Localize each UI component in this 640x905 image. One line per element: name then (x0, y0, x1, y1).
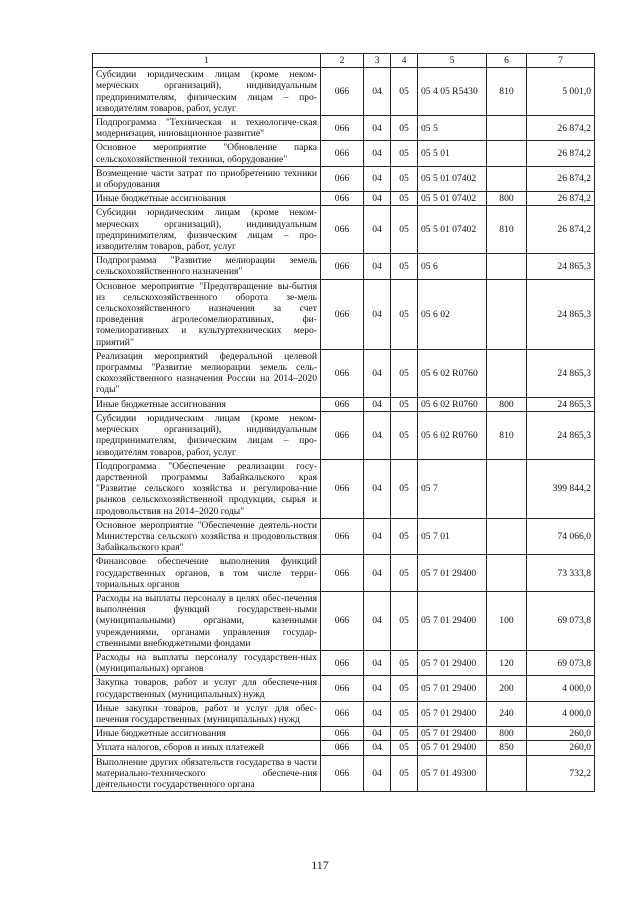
row-admin-code-cell: 066 (321, 166, 364, 191)
row-expense-type-cell (487, 116, 527, 141)
row-amount-cell: 69 073,8 (527, 650, 595, 675)
column-header: 7 (527, 54, 595, 68)
table-row (93, 192, 595, 206)
row-admin-code-cell: 066 (321, 555, 364, 592)
row-name-cell: Иные бюджетные ассигнования (93, 192, 321, 206)
row-target-article-cell: 05 4 05 R5430 (418, 68, 487, 116)
row-section-cell: 04 (364, 141, 391, 166)
row-name-cell: Реализация мероприятий федеральной целевой программы "Развитие мелиорации земель сель-скохозяйственного назначения России на 2014–2020 годы" (93, 349, 321, 397)
row-section-cell: 04 (364, 727, 391, 741)
table-row (93, 701, 595, 726)
row-section-cell: 04 (364, 397, 391, 411)
row-target-article-cell: 05 7 01 29400 (418, 555, 487, 592)
row-section-cell: 04 (364, 411, 391, 459)
row-target-article-cell: 05 7 01 29400 (418, 727, 487, 741)
table-row (93, 755, 595, 792)
row-expense-type-cell: 810 (487, 206, 527, 254)
row-section-cell: 04 (364, 349, 391, 397)
row-expense-type-cell (487, 755, 527, 792)
row-name-cell: Иные закупки товаров, работ и услуг для обес-печения государственных (муниципальных) нужд (93, 701, 321, 726)
row-subsection-cell: 05 (391, 279, 418, 349)
row-admin-code-cell: 066 (321, 755, 364, 792)
row-name-cell: Основное мероприятие "Обновление парка сельскохозяйственной техники, оборудование" (93, 141, 321, 166)
row-amount-cell: 399 844,2 (527, 459, 595, 518)
row-target-article-cell: 05 7 01 29400 (418, 591, 487, 650)
row-amount-cell: 26 874,2 (527, 166, 595, 191)
row-section-cell: 04 (364, 518, 391, 555)
row-name-cell: Расходы на выплаты персоналу государствен-ных (муниципальных) органов (93, 650, 321, 675)
row-target-article-cell: 05 5 (418, 116, 487, 141)
row-expense-type-cell (487, 254, 527, 279)
row-admin-code-cell: 066 (321, 591, 364, 650)
row-name-cell: Выполнение других обязательств государства в части материально-технического обеспече-ния деятельности государственного органа (93, 755, 321, 792)
row-expense-type-cell: 100 (487, 591, 527, 650)
row-target-article-cell: 05 7 01 29400 (418, 650, 487, 675)
row-name-cell: Субсидии юридическим лицам (кроме неком-мерческих организаций), индивидуальным предпринимателям, физическим лицам – про-изводителям товаров, работ, услуг (93, 411, 321, 459)
row-target-article-cell: 05 7 01 (418, 518, 487, 555)
row-amount-cell: 732,2 (527, 755, 595, 792)
table-row (93, 397, 595, 411)
row-amount-cell: 24 865,3 (527, 411, 595, 459)
row-admin-code-cell: 066 (321, 701, 364, 726)
row-admin-code-cell: 066 (321, 741, 364, 755)
row-section-cell: 04 (364, 279, 391, 349)
table-row (93, 349, 595, 397)
row-section-cell: 04 (364, 755, 391, 792)
row-name-cell: Субсидии юридическим лицам (кроме неком-мерческих организаций), индивидуальным предпринимателям, физическим лицам – про-изводителям товаров, работ, услуг (93, 206, 321, 254)
row-subsection-cell: 05 (391, 141, 418, 166)
row-subsection-cell: 05 (391, 68, 418, 116)
row-section-cell: 04 (364, 206, 391, 254)
table-row (93, 650, 595, 675)
row-target-article-cell: 05 7 01 49300 (418, 755, 487, 792)
row-admin-code-cell: 066 (321, 279, 364, 349)
row-amount-cell: 26 874,2 (527, 192, 595, 206)
row-admin-code-cell: 066 (321, 206, 364, 254)
row-subsection-cell: 05 (391, 518, 418, 555)
table-row (93, 279, 595, 349)
row-section-cell: 04 (364, 116, 391, 141)
row-name-cell: Финансовое обеспечение выполнения функций государственных органов, в том числе терри-ториальных органов (93, 555, 321, 592)
row-name-cell: Уплата налогов, сборов и иных платежей (93, 741, 321, 755)
row-amount-cell: 73 333,8 (527, 555, 595, 592)
row-name-cell: Возмещение части затрат по приобретению техники и оборудования (93, 166, 321, 191)
row-target-article-cell: 05 6 02 R0760 (418, 397, 487, 411)
row-expense-type-cell: 850 (487, 741, 527, 755)
row-name-cell: Субсидии юридическим лицам (кроме неком-мерческих организаций), индивидуальным предпринимателям, физическим лицам – про-изводителям товаров, работ, услуг (93, 68, 321, 116)
row-amount-cell: 4 000,0 (527, 676, 595, 701)
row-target-article-cell: 05 6 02 R0760 (418, 411, 487, 459)
row-target-article-cell: 05 5 01 07402 (418, 206, 487, 254)
row-admin-code-cell: 066 (321, 141, 364, 166)
row-section-cell: 04 (364, 254, 391, 279)
row-name-cell: Иные бюджетные ассигнования (93, 397, 321, 411)
row-subsection-cell: 05 (391, 206, 418, 254)
row-subsection-cell: 05 (391, 650, 418, 675)
table-row (93, 166, 595, 191)
row-expense-type-cell (487, 459, 527, 518)
column-header: 4 (391, 54, 418, 68)
row-name-cell: Подпрограмма "Развитие мелиорации земель сельскохозяйственного назначения" (93, 254, 321, 279)
row-name-cell: Подпрограмма "Техническая и технологиче-ская модернизация, инновационное развитие" (93, 116, 321, 141)
column-header: 2 (321, 54, 364, 68)
row-target-article-cell: 05 5 01 (418, 141, 487, 166)
table-row (93, 411, 595, 459)
table-row (93, 727, 595, 741)
row-amount-cell: 260,0 (527, 741, 595, 755)
row-amount-cell: 26 874,2 (527, 116, 595, 141)
row-expense-type-cell (487, 518, 527, 555)
row-expense-type-cell (487, 279, 527, 349)
row-section-cell: 04 (364, 459, 391, 518)
row-admin-code-cell: 066 (321, 68, 364, 116)
row-target-article-cell: 05 7 (418, 459, 487, 518)
table-row (93, 676, 595, 701)
row-amount-cell: 4 000,0 (527, 701, 595, 726)
row-admin-code-cell: 066 (321, 116, 364, 141)
table-row (93, 591, 595, 650)
row-subsection-cell: 05 (391, 459, 418, 518)
row-section-cell: 04 (364, 555, 391, 592)
row-expense-type-cell: 800 (487, 192, 527, 206)
row-expense-type-cell (487, 349, 527, 397)
row-admin-code-cell: 066 (321, 459, 364, 518)
row-name-cell: Подпрограмма "Обеспечение реализации госу-дарственной программы Забайкальского края "Развитие сельского хозяйства и регулирова-ние рынков сельскохозяйственной продукции, сырья и продовольствия на 2014–2020 годы" (93, 459, 321, 518)
row-amount-cell: 260,0 (527, 727, 595, 741)
row-admin-code-cell: 066 (321, 518, 364, 555)
table-row (93, 459, 595, 518)
row-amount-cell: 74 066,0 (527, 518, 595, 555)
row-section-cell: 04 (364, 192, 391, 206)
row-amount-cell: 24 865,3 (527, 397, 595, 411)
row-subsection-cell: 05 (391, 727, 418, 741)
table-row (93, 206, 595, 254)
row-amount-cell: 26 874,2 (527, 206, 595, 254)
row-admin-code-cell: 066 (321, 254, 364, 279)
row-admin-code-cell: 066 (321, 411, 364, 459)
row-amount-cell: 24 865,3 (527, 349, 595, 397)
row-amount-cell: 5 001,0 (527, 68, 595, 116)
table-row (93, 116, 595, 141)
row-target-article-cell: 05 5 01 07402 (418, 192, 487, 206)
row-section-cell: 04 (364, 591, 391, 650)
row-target-article-cell: 05 5 01 07402 (418, 166, 487, 191)
budget-table (92, 53, 595, 792)
row-section-cell: 04 (364, 701, 391, 726)
row-target-article-cell: 05 7 01 29400 (418, 701, 487, 726)
row-subsection-cell: 05 (391, 192, 418, 206)
row-amount-cell: 24 865,3 (527, 254, 595, 279)
row-amount-cell: 26 874,2 (527, 141, 595, 166)
row-subsection-cell: 05 (391, 397, 418, 411)
row-amount-cell: 69 073,8 (527, 591, 595, 650)
row-admin-code-cell: 066 (321, 397, 364, 411)
row-admin-code-cell: 066 (321, 676, 364, 701)
row-subsection-cell: 05 (391, 741, 418, 755)
row-target-article-cell: 05 6 (418, 254, 487, 279)
row-expense-type-cell: 120 (487, 650, 527, 675)
table-row (93, 741, 595, 755)
row-target-article-cell: 05 6 02 R0760 (418, 349, 487, 397)
row-name-cell: Иные бюджетные ассигнования (93, 727, 321, 741)
row-subsection-cell: 05 (391, 591, 418, 650)
row-subsection-cell: 05 (391, 555, 418, 592)
row-admin-code-cell: 066 (321, 727, 364, 741)
row-section-cell: 04 (364, 676, 391, 701)
column-header: 3 (364, 54, 391, 68)
row-subsection-cell: 05 (391, 116, 418, 141)
row-expense-type-cell: 800 (487, 397, 527, 411)
row-subsection-cell: 05 (391, 755, 418, 792)
table-body (93, 68, 595, 792)
row-name-cell: Расходы на выплаты персоналу в целях обес-печения выполнения функций государствен-ными (муниципальными) органами, казенными учреждениями, органами управления государ-ственными внебюджетными фондами (93, 591, 321, 650)
row-section-cell: 04 (364, 68, 391, 116)
row-subsection-cell: 05 (391, 166, 418, 191)
row-subsection-cell: 05 (391, 411, 418, 459)
row-expense-type-cell (487, 141, 527, 166)
row-admin-code-cell: 066 (321, 349, 364, 397)
row-section-cell: 04 (364, 741, 391, 755)
column-header: 5 (418, 54, 487, 68)
table-row (93, 141, 595, 166)
row-target-article-cell: 05 7 01 29400 (418, 741, 487, 755)
row-subsection-cell: 05 (391, 349, 418, 397)
row-section-cell: 04 (364, 166, 391, 191)
row-admin-code-cell: 066 (321, 192, 364, 206)
row-name-cell: Основное мероприятие "Предотвращение вы-бытия из сельскохозяйственного оборота зе-мель сельскохозяйственного назначения за счет проведения агролесомелиоративных, фи-томелиоративных и культуртехнических меро-приятий" (93, 279, 321, 349)
row-amount-cell: 24 865,3 (527, 279, 595, 349)
table-row (93, 68, 595, 116)
row-name-cell: Закупка товаров, работ и услуг для обеспече-ния государственных (муниципальных) нужд (93, 676, 321, 701)
row-expense-type-cell: 200 (487, 676, 527, 701)
row-expense-type-cell: 810 (487, 68, 527, 116)
table-row (93, 518, 595, 555)
table-row (93, 254, 595, 279)
row-expense-type-cell (487, 555, 527, 592)
table-header-row (93, 54, 595, 68)
row-subsection-cell: 05 (391, 676, 418, 701)
row-section-cell: 04 (364, 650, 391, 675)
row-expense-type-cell: 240 (487, 701, 527, 726)
table-row (93, 555, 595, 592)
row-target-article-cell: 05 6 02 (418, 279, 487, 349)
row-subsection-cell: 05 (391, 701, 418, 726)
page-number: 117 (311, 858, 329, 872)
row-expense-type-cell (487, 166, 527, 191)
row-expense-type-cell: 810 (487, 411, 527, 459)
row-expense-type-cell: 800 (487, 727, 527, 741)
column-header: 6 (487, 54, 527, 68)
row-name-cell: Основное мероприятие "Обеспечение деятель-ности Министерства сельского хозяйства и продовольствия Забайкальского края" (93, 518, 321, 555)
row-subsection-cell: 05 (391, 254, 418, 279)
row-target-article-cell: 05 7 01 29400 (418, 676, 487, 701)
row-admin-code-cell: 066 (321, 650, 364, 675)
column-header: 1 (93, 54, 321, 68)
